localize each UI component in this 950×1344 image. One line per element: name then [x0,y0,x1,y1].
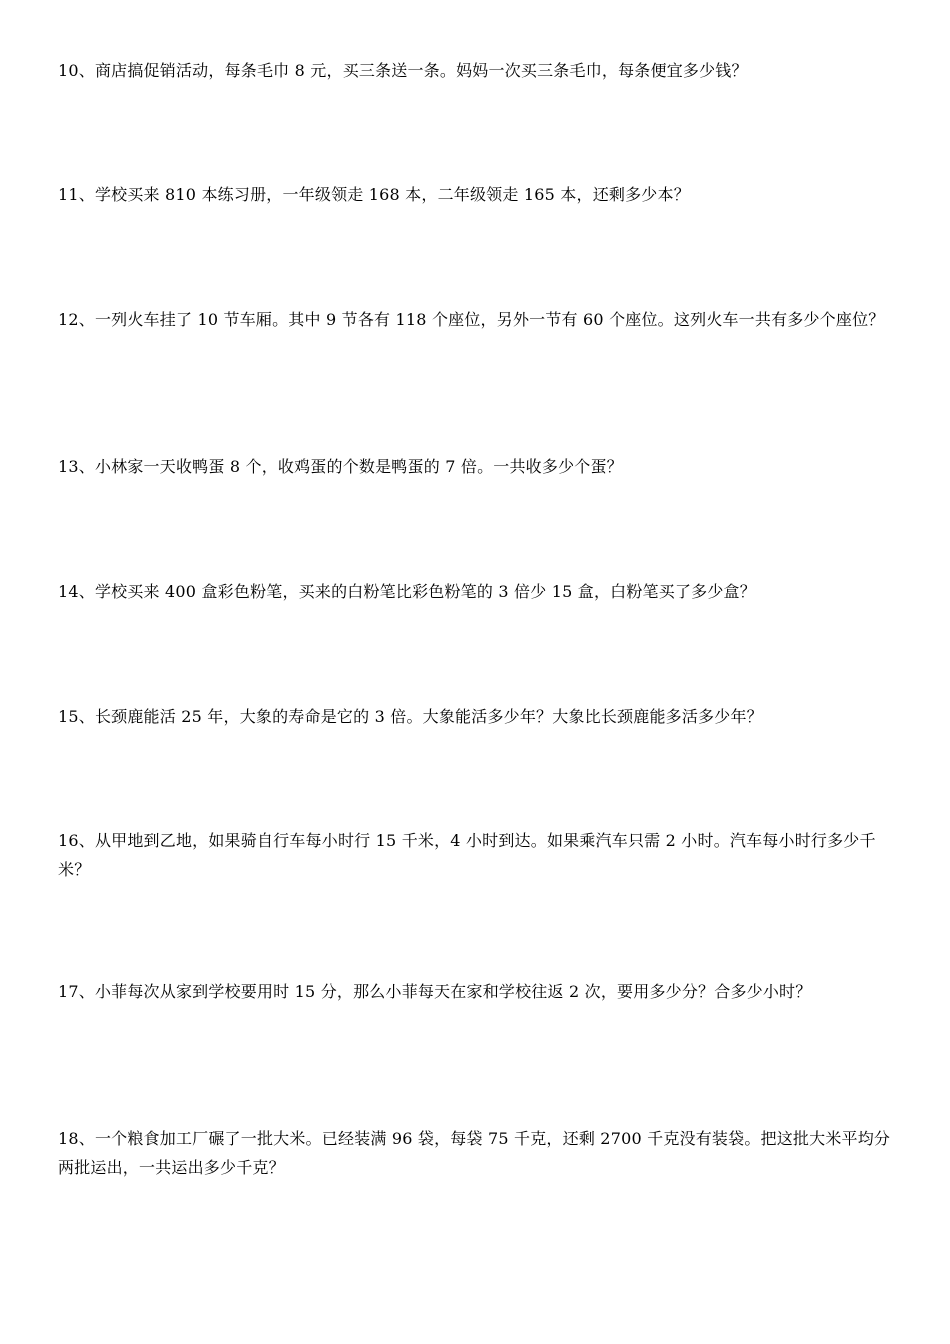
question-17: 17、小菲每次从家到学校要用时 15 分，那么小菲每天在家和学校往返 2 次，要用多少分？合多少小时？ [58,982,812,1001]
question-11: 11、学校买来 810 本练习册，一年级领走 168 本，二年级领走 165 本，还剩多少本？ [58,185,690,204]
question-10: 10、商店搞促销活动，每条毛巾 8 元，买三条送一条。妈妈一次买三条毛巾，每条便宜多少钱？ [58,61,748,80]
question-14: 14、学校买来 400 盒彩色粉笔，买来的白粉笔比彩色粉笔的 3 倍少 15 盒，白粉笔买了多少盒？ [58,582,756,601]
question-13: 13、小林家一天收鸭蛋 8 个，收鸡蛋的个数是鸭蛋的 7 倍。一共收多少个蛋？ [58,457,623,476]
question-16: 16、从甲地到乙地，如果骑自行车每小时行 15 千米，4 小时到达。如果乘汽车只需 2 小时。汽车每小时行多少千米？ [58,831,876,879]
question-18: 18、一个粮食加工厂碾了一批大米。已经装满 96 袋，每袋 75 千克，还剩 2700 千克没有装袋。把这批大米平均分两批运出，一共运出多少千克？ [58,1129,891,1177]
question-15: 15、长颈鹿能活 25 年，大象的寿命是它的 3 倍。大象能活多少年？大象比长颈鹿能多活多少年？ [58,707,763,726]
question-12: 12、一列火车挂了 10 节车厢。其中 9 节各有 118 个座位，另外一节有 60 个座位。这列火车一共有多少个座位？ [58,310,885,329]
